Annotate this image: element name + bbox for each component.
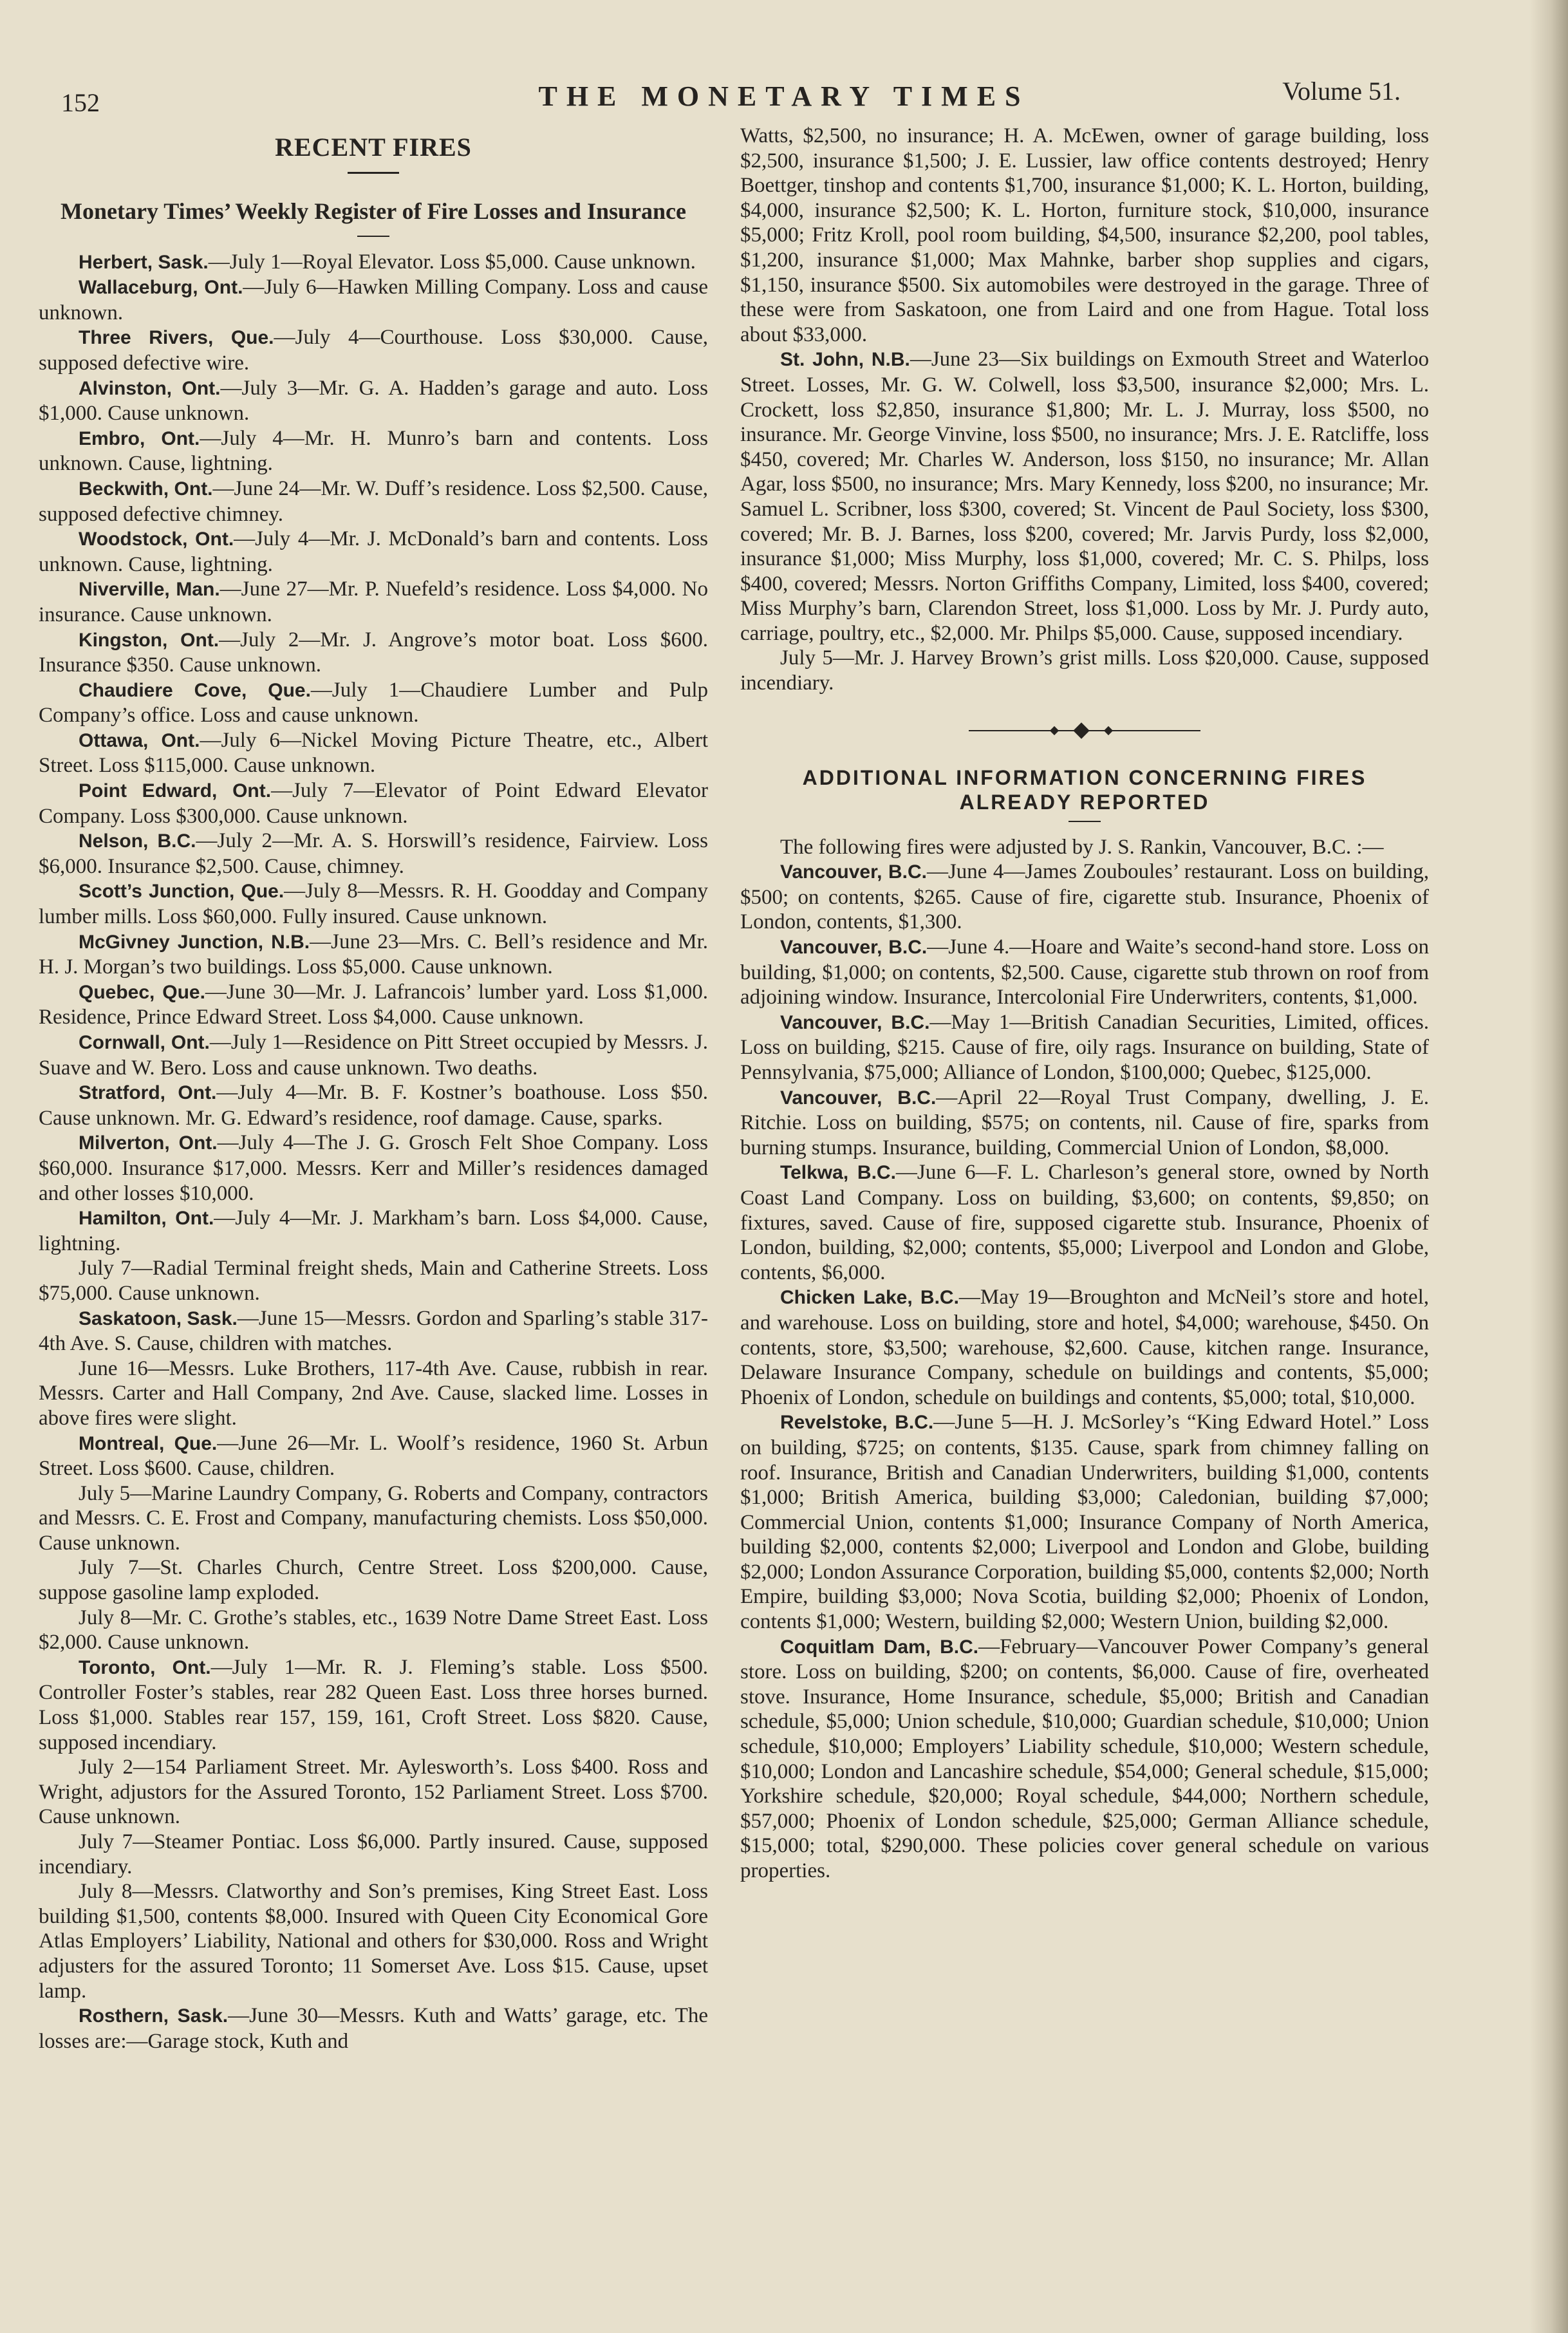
fire-entries-list: [39, 250, 708, 2054]
adjusted-fires-list: [740, 859, 1429, 1883]
entry-text: —July 1—Chaudiere Lumber and Pulp Company’s office. Loss and cause unknown.: [39, 678, 708, 727]
fire-entry: [740, 1635, 1429, 1884]
page-number: 152: [61, 88, 100, 117]
fire-entry: [39, 2003, 708, 2054]
entry-location: Beckwith, Ont.: [79, 478, 213, 500]
fire-entry: [39, 1306, 708, 1356]
entry-text: —April 22—Royal Trust Company, dwelling, J. E. Ritchie. Loss on building, $575; on contents, nil. Cause of fire, sparks from burning stumps. Insurance, building, Commercial Union of London, $8,000.: [740, 1085, 1429, 1159]
entry-location: Chicken Lake, B.C.: [780, 1287, 959, 1309]
entry-text: July 5—Mr. J. Harvey Brown’s grist mills. Loss $20,000. Cause, supposed incendiary.: [740, 646, 1429, 695]
fire-entry: [39, 930, 708, 980]
entry-text: —July 2—Mr. A. S. Horswill’s residence, Fairview. Loss $6,000. Insurance $2,500. Cause, chimney.: [39, 829, 708, 878]
entry-location: Herbert, Sask.: [79, 251, 209, 273]
entry-location: Rosthern, Sask.: [79, 2005, 229, 2027]
entry-location: Milverton, Ont.: [79, 1132, 218, 1154]
page-edge-shadow: [1529, 0, 1568, 2333]
fire-entry: [740, 1010, 1429, 1085]
entry-location: Chaudiere Cove, Que.: [79, 679, 311, 701]
section-title: RECENT FIRES: [275, 133, 472, 162]
entry-location: Wallaceburg, Ont.: [79, 277, 243, 299]
fire-entry: [740, 646, 1429, 695]
entry-text: —June 23—Six buildings on Exmouth Street and Waterloo Street. Losses, Mr. G. W. Colwell, loss $3,500, insurance $2,000; Mrs. L. Crockett, loss $2,850, insurance $1,800; Mr. L. J. Murray, loss $500, no insurance. Mr. George Vinvine, loss $500, no insurance; Mrs. J. E. Ratcliffe, loss $450, covered; Mr. Charles W. Anderson, loss $150, no insurance; Mr. Allan Agar, loss $500, no insurance; Mrs. Mary Kennedy, loss $200, no insurance; Mr. Samuel L. Scribner, loss $300, covered; St. Vincent de Paul Society, loss $300, covered; Mr. B. J. Barnes, loss $200, covered; Mr. Jarvis Purdy, loss $2,000, insurance $1,000; Miss Murphy, loss $1,000, covered; Mr. C. S. Philps, loss $400, covered; Messrs. Norton Griffiths Company, Limited, loss $400, covered; Miss Murphy’s barn, Clarendon Street, loss $1,000. Loss by Mr. J. Purdy auto, carriage, poultry, etc., $2,000. Mr. Philps $5,000. Cause, supposed incendiary.: [740, 348, 1429, 645]
section-divider-ornament: [969, 724, 1200, 737]
entry-text: July 8—Mr. C. Grothe’s stables, etc., 1639 Notre Dame Street East. Loss $2,000. Cause unknown.: [39, 1606, 708, 1654]
entry-location: Telkwa, B.C.: [780, 1162, 896, 1184]
adjuster-intro: The following fires were adjusted by J. S. Rankin, Vancouver, B.C. :—: [780, 835, 1384, 859]
entry-location: Three Rivers, Que.: [79, 327, 274, 349]
entry-location: Quebec, Que.: [79, 981, 205, 1003]
entry-text: —May 1—British Canadian Securities, Limited, offices. Loss on building, $215. Cause of fire, oily rags. Insurance on building, State of Pennsylvania, $75,000; Alliance of London, $100,000; Quebec, $125,000.: [740, 1010, 1429, 1084]
entry-text: —July 7—Elevator of Point Edward Elevator Company. Loss $300,000. Cause unknown.: [39, 779, 708, 828]
entry-text: —July 4—Mr. J. McDonald’s barn and contents. Loss unknown. Cause, lightning.: [39, 527, 709, 576]
fire-entry: [39, 1431, 708, 1481]
fire-entry: [39, 527, 708, 577]
entry-text: July 7—Radial Terminal freight sheds, Main and Catherine Streets. Loss $75,000. Cause unknown.: [39, 1257, 708, 1305]
fire-entry: [39, 1606, 708, 1655]
entry-location: Kingston, Ont.: [79, 629, 219, 651]
entry-location: Scott’s Junction, Que.: [79, 881, 285, 903]
entry-text: —July 2—Mr. J. Angrove’s motor boat. Loss $600. Insurance $350. Cause unknown.: [39, 628, 708, 677]
entry-text: June 16—Messrs. Luke Brothers, 117-4th Ave. Cause, rubbish in rear. Messrs. Carter and Hall Company, 2nd Ave. Cause, slacked lime. Losses in above fires were slight.: [39, 1356, 708, 1430]
fire-entry: [740, 347, 1429, 646]
fire-entry: [39, 628, 708, 678]
running-head: [0, 71, 1568, 122]
title-rule: [348, 172, 399, 174]
entry-text: —July 4—Mr. H. Munro’s barn and contents. Loss unknown. Cause, lightning.: [39, 426, 708, 476]
fire-entry: [39, 250, 708, 276]
entry-text: —June 26—Mr. L. Woolf’s residence, 1960 St. Arbun Street. Loss $600. Cause, children.: [39, 1431, 708, 1481]
fire-entry: [39, 778, 708, 829]
entry-text: —June 23—Mrs. C. Bell’s residence and Mr. H. J. Morgan’s two buildings. Loss $5,000. Cause unknown.: [39, 930, 708, 979]
entry-location: Montreal, Que.: [79, 1432, 218, 1454]
fire-entry: [39, 728, 708, 778]
fire-entry: [39, 1879, 708, 2003]
fire-entry: [39, 476, 708, 527]
fire-entry: [740, 124, 1429, 347]
entry-text: —June 24—Mr. W. Duff’s residence. Loss $2,500. Cause, supposed defective chimney.: [39, 476, 708, 526]
entry-text: —June 27—Mr. P. Nuefeld’s residence. Loss $4,000. No insurance. Cause unknown.: [39, 577, 708, 626]
entry-text: —June 15—Messrs. Gordon and Sparling’s stable 317-4th Ave. S. Cause, children with matches.: [39, 1306, 708, 1356]
entry-location: Revelstoke, B.C.: [780, 1412, 934, 1434]
entry-location: Hamilton, Ont.: [79, 1208, 214, 1230]
fire-entry: [39, 1256, 708, 1306]
entry-text: —February—Vancouver Power Company’s general store. Loss on building, $200; on contents, $6,000. Cause of fire, overheated stove. Insurance, Home Insurance, schedule, $5,000; British and Canadian schedule, $5,000; Union schedule, $10,000; Guardian schedule, $10,000; Union schedule, $10,000; Employers’ Liability schedule, $10,000; Western schedule, $10,000; London and Lancashire schedule, $54,000; General schedule, $15,000; Yorkshire schedule, $20,000; Royal schedule, $44,000; Northern schedule, $57,000; Phoenix of London schedule, $25,000; German Alliance schedule, $15,000; total, $290,000. These policies cover general schedule on various properties.: [740, 1635, 1429, 1882]
right-column: [740, 124, 1429, 1884]
fire-entry: [39, 1755, 708, 1830]
fire-entry: [39, 577, 708, 627]
left-column: [39, 126, 708, 2054]
entry-text: —July 8—Messrs. R. H. Goodday and Company lumber mills. Loss $60,000. Fully insured. Cause unknown.: [39, 879, 708, 929]
entry-location: Toronto, Ont.: [79, 1656, 211, 1678]
fire-entry: [39, 678, 708, 728]
entry-text: —June 5—H. J. McSorley’s “King Edward Hotel.” Loss on building, $725; on contents, $135. Cause, spark from chimney falling on roof. Insurance, British and Canadian Underwriters, building $1,000, contents $1,000; British America, building $3,000; Caledonian, building $7,000; Commercial Union, contents $1,000; Insurance Company of North America, building $2,000, contents $2,000; Liverpool and London and Globe, building $2,000; London Assurance Corporation, building $5,000, contents $2,000; North Empire, building $3,000; Nova Scotia, building $2,000; Phoenix of London, contents $1,000; Western, building $2,000; Western Union, building $2,000.: [740, 1410, 1429, 1634]
heading-rule: [1069, 821, 1101, 822]
additional-info-heading-line2: ALREADY REPORTED: [959, 790, 1210, 814]
entry-location: Niverville, Man.: [79, 579, 220, 601]
register-subtitle: Monetary Times’ Weekly Register of Fire Losses and Insurance: [61, 198, 686, 224]
entry-text: July 7—St. Charles Church, Centre Street. Loss $200,000. Cause, suppose gasoline lamp exploded.: [39, 1556, 708, 1605]
entry-text: —July 1—Mr. R. J. Fleming’s stable. Loss $500. Controller Foster’s stables, rear 282 Queen East. Loss three horses burned. Loss $1,000. Stables rear 157, 159, 161, Croft Street. Loss $820. Cause, supposed incendiary.: [39, 1655, 708, 1754]
entry-location: St. John, N.B.: [780, 349, 910, 371]
fire-entry: [39, 275, 708, 325]
additional-info-heading: ADDITIONAL INFORMATION CONCERNING FIRES: [802, 765, 1367, 789]
entry-text: —July 1—Royal Elevator. Loss $5,000. Cause unknown.: [208, 250, 696, 274]
entry-text: —June 30—Messrs. Kuth and Watts’ garage, etc. The losses are:—Garage stock, Kuth and: [39, 2004, 708, 2053]
entry-location: Vancouver, B.C.: [780, 1087, 937, 1109]
entry-location: Nelson, B.C.: [79, 830, 196, 852]
entry-text: —June 4—James Zouboules’ restaurant. Loss on building, $500; on contents, $265. Cause of fire, cigarette stub. Insurance, Phoenix of London, contents, $1,300.: [740, 860, 1429, 934]
entry-location: Stratford, Ont.: [79, 1082, 217, 1104]
entry-text: —May 19—Broughton and McNeil’s store and hotel, and warehouse. Loss on building, store and hotel, $4,000; warehouse, $450. On contents, store, $3,500; warehouse, $2,600. Cause, kitchen range. Insurance, Delaware Insurance Company, schedule on buildings and contents, $5,000; Phoenix of London, schedule on buildings and contents, $5,000; total, $10,000.: [740, 1286, 1429, 1409]
entry-text: —July 4—Courthouse. Loss $30,000. Cause, supposed defective wire.: [39, 326, 708, 375]
entry-text: —June 4.—Hoare and Waite’s second-hand store. Loss on building, $1,000; on contents, $2,500. Cause, cigarette stub thrown on roof from adjoining window. Insurance, Intercolonial Fire Underwriters, contents, $1,000.: [740, 935, 1429, 1009]
entry-location: Vancouver, B.C.: [780, 937, 928, 959]
entry-location: Saskatoon, Sask.: [79, 1307, 238, 1329]
entry-text: —July 4—Mr. B. F. Kostner’s boathouse. Loss $50. Cause unknown. Mr. G. Edward’s residence, roof damage. Cause, sparks.: [39, 1081, 708, 1130]
entry-text: July 5—Marine Laundry Company, G. Roberts and Company, contractors and Messrs. C. E. Frost and Company, manufacturing chemists. Loss $50,000. Cause unknown.: [39, 1481, 708, 1555]
fire-entry: [39, 325, 708, 375]
fire-entry: [740, 1160, 1429, 1285]
fire-entry: [740, 1085, 1429, 1161]
entry-location: Embro, Ont.: [79, 427, 200, 449]
fire-entry: [39, 1555, 708, 1605]
fire-entry: [39, 1030, 708, 1080]
entry-text: —July 3—Mr. G. A. Hadden’s garage and auto. Loss $1,000. Cause unknown.: [39, 376, 708, 426]
entry-text: —July 1—Residence on Pitt Street occupied by Messrs. J. Suave and W. Bero. Loss and cause unknown. Two deaths.: [39, 1031, 708, 1080]
fire-entry: [39, 376, 708, 426]
fire-entry: [39, 1206, 708, 1256]
entry-text: —July 6—Hawken Milling Company. Loss and cause unknown.: [39, 276, 708, 324]
volume-label: Volume 51.: [1282, 77, 1401, 106]
entry-location: Point Edward, Ont.: [79, 780, 272, 802]
fire-entry: [39, 879, 708, 929]
fire-entry: [740, 1285, 1429, 1410]
entry-location: Woodstock, Ont.: [79, 529, 234, 550]
entry-location: Vancouver, B.C.: [780, 1011, 930, 1033]
entry-text: —June 30—Mr. J. Lafrancois’ lumber yard. Loss $1,000. Residence, Prince Edward Street. Loss $4,000. Cause unknown.: [39, 980, 709, 1029]
fire-entry: [39, 1356, 708, 1431]
entry-text: —July 4—Mr. J. Markham’s barn. Loss $4,000. Cause, lightning.: [39, 1206, 708, 1255]
entry-location: Cornwall, Ont.: [79, 1032, 210, 1053]
fire-entry: [39, 1655, 708, 1755]
entry-text: —July 4—The J. G. Grosch Felt Shoe Company. Loss $60,000. Insurance $17,000. Messrs. Kerr and Miller’s residences damaged and other losses $10,000.: [39, 1131, 708, 1205]
fire-entry: [39, 1481, 708, 1556]
entry-text: July 8—Messrs. Clatworthy and Son’s premises, King Street East. Loss building $1,500, contents $8,000. Insured with Queen City Economical Gore Atlas Employers’ Liability, National and others for $30,000. Ross and Wright adjusters for the assured Toronto; 11 Somerset Ave. Loss $15. Cause, upset lamp.: [39, 1880, 708, 2003]
fire-entry: [740, 935, 1429, 1010]
fire-entry: [39, 980, 708, 1030]
fire-entry: [740, 1410, 1429, 1634]
entry-text: Watts, $2,500, no insurance; H. A. McEwen, owner of garage building, loss $2,500, insurance $1,500; J. E. Lussier, law office contents destroyed; Henry Boettger, tinshop and contents $1,700, insurance $1,000; K. L. Horton, building, $4,000, insurance $2,500; K. L. Horton, furniture stock, $10,000, insurance $5,000; Fritz Kroll, pool room building, $4,500, insurance $2,200, pool tables, $1,200, insurance $1,000; Max Mahnke, barber shop supplies and cigars, $1,150, insurance $500. Six automobiles were destroyed in the garage. Three of these were from Saskatoon, one from Laird and one from Hague. Total loss about $33,000.: [740, 124, 1429, 346]
fire-entry: [39, 829, 708, 879]
journal-title: THE MONETARY TIMES: [538, 80, 1030, 112]
fire-entry: [39, 1830, 708, 1879]
entry-location: Ottawa, Ont.: [79, 729, 200, 751]
subtitle-rule: [357, 236, 389, 237]
entry-location: Alvinston, Ont.: [79, 377, 221, 399]
entry-location: Coquitlam Dam, B.C.: [780, 1636, 979, 1658]
entry-location: McGivney Junction, N.B.: [79, 931, 310, 953]
continued-entries-list: [740, 124, 1429, 696]
entry-text: July 7—Steamer Pontiac. Loss $6,000. Partly insured. Cause, supposed incendiary.: [39, 1830, 708, 1879]
entry-location: Vancouver, B.C.: [780, 861, 927, 883]
fire-entry: [39, 1080, 708, 1130]
fire-entry: [39, 1130, 708, 1206]
entry-text: July 2—154 Parliament Street. Mr. Aylesworth’s. Loss $400. Ross and Wright, adjustors for the Assured Toronto, 152 Parliament Street. Loss $700. Cause unknown.: [39, 1756, 708, 1829]
entry-text: —July 6—Nickel Moving Picture Theatre, etc., Albert Street. Loss $115,000. Cause unknown.: [39, 728, 708, 778]
fire-entry: [39, 426, 708, 476]
fire-entry: [740, 859, 1429, 935]
entry-text: —June 6—F. L. Charleson’s general store, owned by North Coast Land Company. Loss on building, $3,600; on contents, $9,850; on fixtures, saved. Cause of fire, supposed cigarette stub. Insurance, Phoenix of London, building, $2,000; contents, $5,000; Liverpool and London and Globe, contents, $6,000.: [740, 1161, 1429, 1284]
